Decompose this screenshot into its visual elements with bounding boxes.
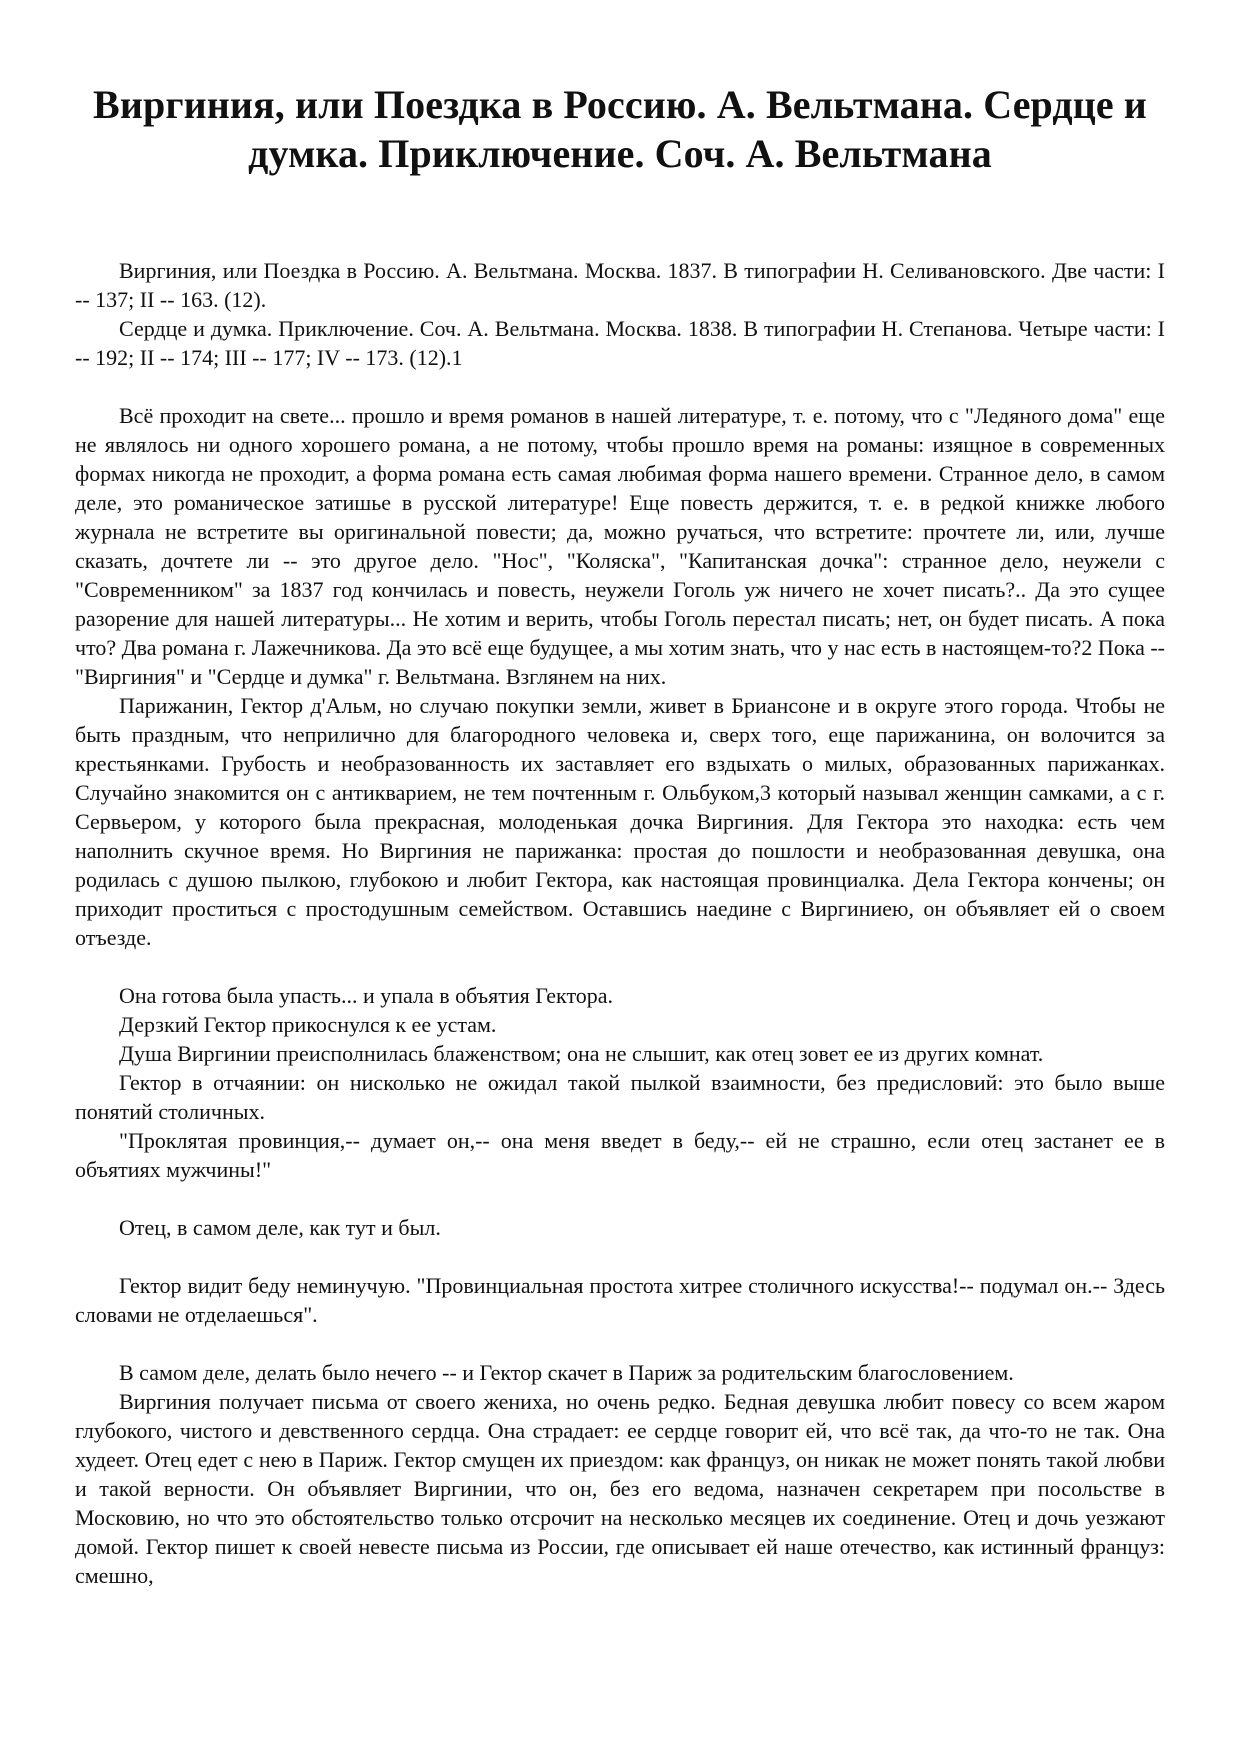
paragraph: Душа Виргинии преисполнилась блаженством; она не слышит, как отец зовет ее из других комнат. (119, 1041, 1044, 1066)
paragraph: Она готова была упасть... и упала в объятия Гектора. (119, 983, 614, 1008)
paragraph: Парижанин, Гектор д'Альм, но случаю покупки земли, живет в Бриансоне и в округе этого города. Чтобы не быть праздным, что неприлично для благородного человека и, сверх того, еще парижанина, он волочится за крестьянками. Грубость и необразованность их заставляет его вздыхать о милых, образованных парижанках. Случайно знакомится он с антикварием, не тем почтенным г. Ольбуком,3 который называл женщин самками, а с г. Сервьером, у которого была прекрасная, молоденькая дочка Виргиния. Для Гектора это находка: есть чем наполнить скучное время. Но Виргиния не парижанка: простая до пошлости и необразованная девушка, она родилась с душою пылкою, глубокою и любит Гектора, как настоящая провинциалка. Дела Гектора кончены; он приходит проститься с простодушным семейством. Оставшись наедине с Виргиниею, он объявляет ей о своем отъезде. (75, 693, 1165, 950)
paragraph: "Проклятая провинция,-- думает он,-- она меня введет в беду,-- ей не страшно, если отец застанет ее в объятиях мужчины!" (75, 1128, 1165, 1182)
paragraph: В самом деле, делать было нечего -- и Гектор скачет в Париж за родительским благословением. (119, 1360, 1014, 1385)
paragraph: Всё проходит на свете... прошло и время романов в нашей литературе, т. е. потому, что с "Ледяного дома" еще не являлось ни одного хорошего романа, а не потому, чтобы прошло время на романы: изящное в современных формах никогда не проходит, а форма романа есть самая любимая форма нашего времени. Странное дело, в самом деле, это романическое затишье в русской литературе! Еще повесть держится, т. е. в редкой книжке любого журнала не встретите вы оригинальной повести; да, можно ручаться, что встретите: прочтете ли, или, лучше сказать, дочтете ли -- это другое дело. "Нос", "Коляска", "Капитанская дочка": странное дело, неужели с "Современником" за 1837 год кончилась и повесть, неужели Гоголь уж ничего не хочет писать?.. Да это сущее разорение для нашей литературы... Не хотим и верить, чтобы Гоголь перестал писать; нет, он будет писать. А пока что? Два романа г. Лажечникова. Да это всё еще будущее, а мы хотим знать, что у нас есть в настоящем-то?2 Пока -- "Виргиния" и "Сердце и думка" г. Вельтмана. Взглянем на них. (75, 403, 1165, 689)
document-body (75, 256, 1165, 1590)
paragraph: Гектор видит беду неминучую. "Провинциальная простота хитрее столичного искусства!-- подумал он.-- Здесь словами не отделаешься". (75, 1273, 1165, 1327)
document-title: Виргиния, или Поездка в Россию. А. Вельтмана. Сердце и думка. Приключение. Соч. А. Вельтмана (93, 82, 1147, 176)
bibliographic-entry-1: Виргиния, или Поездка в Россию. А. Вельтмана. Москва. 1837. В типографии Н. Селивановского. Две части: I -- 137; II -- 163. (12). (75, 258, 1165, 312)
paragraph: Виргиния получает письма от своего жениха, но очень редко. Бедная девушка любит повесу со всем жаром глубокого, чистого и девственного сердца. Она страдает: ее сердце говорит ей, что всё так, да что-то не так. Она худеет. Отец едет с нею в Париж. Гектор смущен их приездом: как француз, он никак не может понять такой любви и такой верности. Он объявляет Виргинии, что он, без его ведома, назначен секретарем при посольстве в Московию, но что это обстоятельство только отсрочит на несколько месяцев их соединение. Отец и дочь уезжают домой. Гектор пишет к своей невесте письма из России, где описывает ей наше отечество, как истинный француз: смешно, (75, 1389, 1165, 1588)
bibliographic-entry-2: Сердце и думка. Приключение. Соч. А. Вельтмана. Москва. 1838. В типографии Н. Степанова. Четыре части: I -- 192; II -- 174; III -- 177; IV -- 173. (12).1 (75, 316, 1165, 370)
paragraph: Отец, в самом деле, как тут и был. (119, 1215, 441, 1240)
paragraph: Гектор в отчаянии: он нисколько не ожидал такой пылкой взаимности, без предисловий: это было выше понятий столичных. (75, 1070, 1165, 1124)
paragraph: Дерзкий Гектор прикоснулся к ее устам. (119, 1012, 497, 1037)
